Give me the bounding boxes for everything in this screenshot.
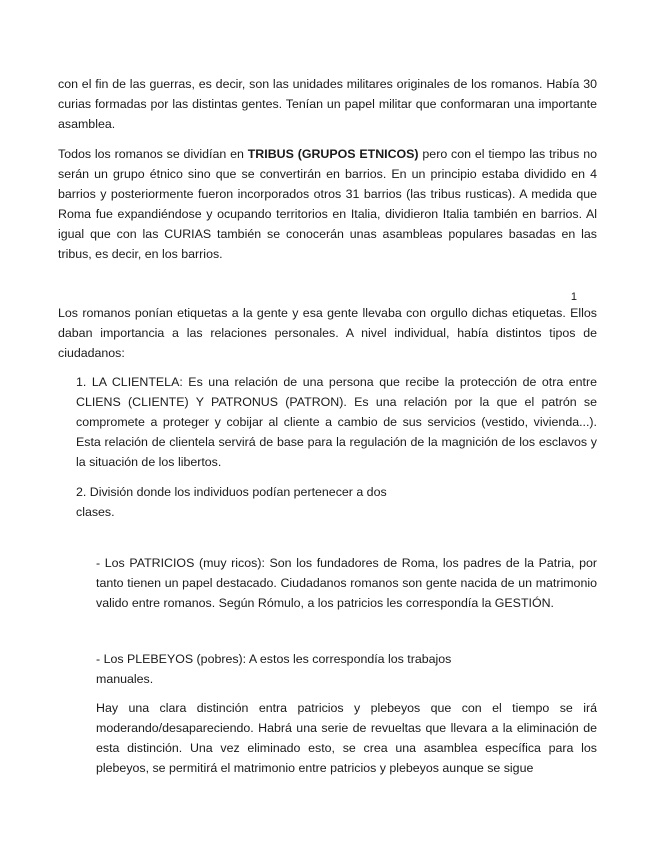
- page-number: 1: [570, 291, 577, 303]
- paragraph-patricios: - Los PATRICIOS (muy ricos): Son los fundadores de Roma, los padres de la Patria, por tanto tienen un papel destacado. Ciudadanos romanos son gente nacida de un matrimonio valido entre romanos. Según Rómulo, a los patricios les correspondía la GESTIÓN.: [96, 556, 597, 610]
- paragraph-curias: con el fin de las guerras, es decir, son las unidades militares originales de los romanos. Había 30 curias formadas por las distintas gentes. Tenían un papel militar que conformaran una importante asamblea.: [58, 77, 597, 131]
- tribus-bold-term: TRIBUS (GRUPOS ETNICOS): [247, 147, 419, 161]
- paragraph-plebeyos: [96, 649, 597, 689]
- division-line-1: 2. División donde los individuos podían pertenecer a dos: [76, 485, 387, 499]
- tribus-text-before: Todos los romanos se dividían en: [58, 147, 248, 161]
- tribus-text-after: pero con el tiempo las tribus no serán un grupo étnico sino que se convertirán en barrios. En un principio estaba dividido en 4 barrios y posteriormente fueron incorporados otros 31 barrios (las tribus rusticas). A medida que Roma fue expandiéndose y ocupando territorios en Italia, dividieron Italia también en barrios. Al igual que con las CURIAS también se conocerán unas asambleas populares basadas en las tribus, es decir, en los barrios.: [58, 147, 597, 261]
- plebeyos-line-2: manuales.: [96, 672, 154, 686]
- paragraph-etiquetas: Los romanos ponían etiquetas a la gente y esa gente llevaba con orgullo dichas etiquetas. Ellos daban importancia a las relaciones personales. A nivel individual, había distintos tipos de ciudadanos:: [58, 306, 597, 360]
- list-item-clientela: 1. LA CLIENTELA: Es una relación de una persona que recibe la protección de otra entre CLIENS (CLIENTE) Y PATRONUS (PATRON). Es una relación por la que el patrón se compromete a proteger y cobijar al cliente a cambio de sus servicios (vestido, vivienda...). Esta relación de clientela servirá de base para la regulación de la magnición de los esclavos y la situación de los libertos.: [76, 375, 597, 469]
- plebeyos-line-1: - Los PLEBEYOS (pobres): A estos les correspondía los trabajos: [96, 652, 452, 666]
- division-line-2: clases.: [76, 505, 115, 519]
- paragraph-tribus: [58, 144, 597, 264]
- list-item-division: [76, 482, 597, 522]
- paragraph-distincion: Hay una clara distinción entra patricios y plebeyos que con el tiempo se irá moderando/desapareciendo. Habrá una serie de revueltas que llevara a la eliminación de esta distinción. Una vez eliminado esto, se crea una asamblea específica para los plebeyos, se permitirá el matrimonio entre patricios y plebeyos aunque se sigue: [96, 701, 597, 775]
